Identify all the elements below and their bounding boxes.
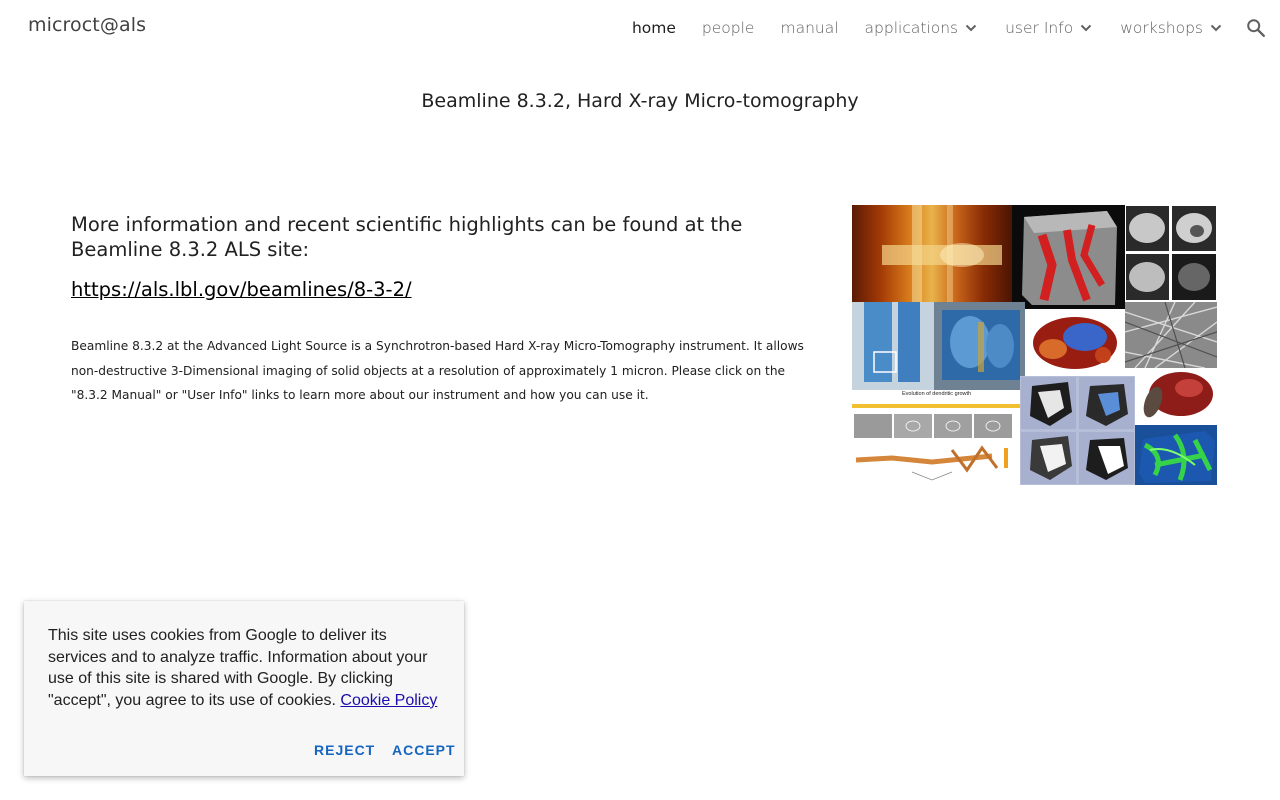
nav-manual[interactable] (780, 19, 838, 37)
tomography-image-1 (852, 205, 1012, 302)
als-beamline-link[interactable]: https://als.lbl.gov/beamlines/8-3-2/ (71, 278, 412, 301)
nav-home[interactable] (632, 19, 676, 37)
site-title[interactable]: microct@als (28, 14, 147, 36)
dendrite-figure-title: Evolution of dendritic growth (902, 391, 972, 397)
description-text: Beamline 8.3.2 at the Advanced Light Source is a Synchrotron-based Hard X-ray Micro-Tomography instrument. It allows non-destructive 3-Dimensional imaging of solid objects at a resolution of approximately 1 micron. Please click on the "8.3.2 Manual" or "User Info" links to learn more about our instrument and how you can use it. (71, 339, 804, 402)
nav-applications-label: applications (864, 19, 959, 37)
nav-applications[interactable] (865, 19, 980, 37)
tomography-illustration (852, 205, 1012, 302)
research-image-collage[interactable] (852, 205, 1217, 485)
tomography-image-10 (1135, 425, 1217, 485)
chevron-down-icon[interactable] (1078, 20, 1094, 36)
tomography-image-6 (1125, 302, 1217, 368)
nav-user-info[interactable] (1005, 19, 1094, 37)
cookie-consent-banner (24, 601, 464, 776)
tomography-image-3 (1125, 205, 1217, 302)
tomography-image-4 (852, 302, 1025, 390)
fiber-illustration (1125, 302, 1217, 368)
porous-cube-illustration (1135, 425, 1217, 485)
dendrite-illustration (852, 390, 1020, 485)
reject-button[interactable]: REJECT (314, 742, 376, 758)
nav-home-label: home (631, 19, 676, 37)
insect-illustration (1025, 309, 1125, 376)
cube-illustration (1012, 205, 1125, 309)
cookie-policy-link[interactable]: Cookie Policy (340, 691, 438, 709)
tomography-image-5 (1025, 309, 1125, 376)
grayscale-grid-illustration (1125, 205, 1217, 302)
shell-illustration (1135, 368, 1217, 425)
cylinder-illustration (852, 302, 1025, 390)
chevron-down-icon[interactable] (963, 20, 979, 36)
nav-workshops-label: workshops (1120, 19, 1203, 37)
crystal-grid-illustration (1020, 376, 1135, 485)
nav-workshops[interactable] (1120, 19, 1224, 37)
dendrite-growth-figure (852, 390, 1020, 485)
chevron-down-icon[interactable] (1208, 20, 1224, 36)
nav-user-info-label: user Info (1005, 19, 1074, 37)
site-header (0, 0, 1280, 56)
main-nav (606, 0, 1280, 56)
tomography-image-8 (1020, 376, 1135, 485)
search-button[interactable] (1244, 16, 1268, 40)
accept-button[interactable]: ACCEPT (392, 742, 456, 758)
tomography-image-9 (1135, 368, 1217, 425)
intro-text: More information and recent scientific highlights can be found at the Beamline 8.3.2 ALS site: (71, 213, 743, 261)
search-icon (1245, 17, 1267, 39)
nav-manual-label: manual (780, 19, 839, 37)
tomography-image-2 (1012, 205, 1125, 309)
cookie-message (48, 625, 443, 711)
cookie-message-text: This site uses cookies from Google to deliver its services and to analyze traffic. Information about your use of this site is shared with Google. By clicking "accept", you agree to its use of cookies. (48, 627, 428, 709)
page-title: Beamline 8.3.2, Hard X-ray Micro-tomography (421, 90, 859, 112)
nav-people-label: people (701, 19, 755, 37)
nav-people[interactable] (702, 19, 755, 37)
